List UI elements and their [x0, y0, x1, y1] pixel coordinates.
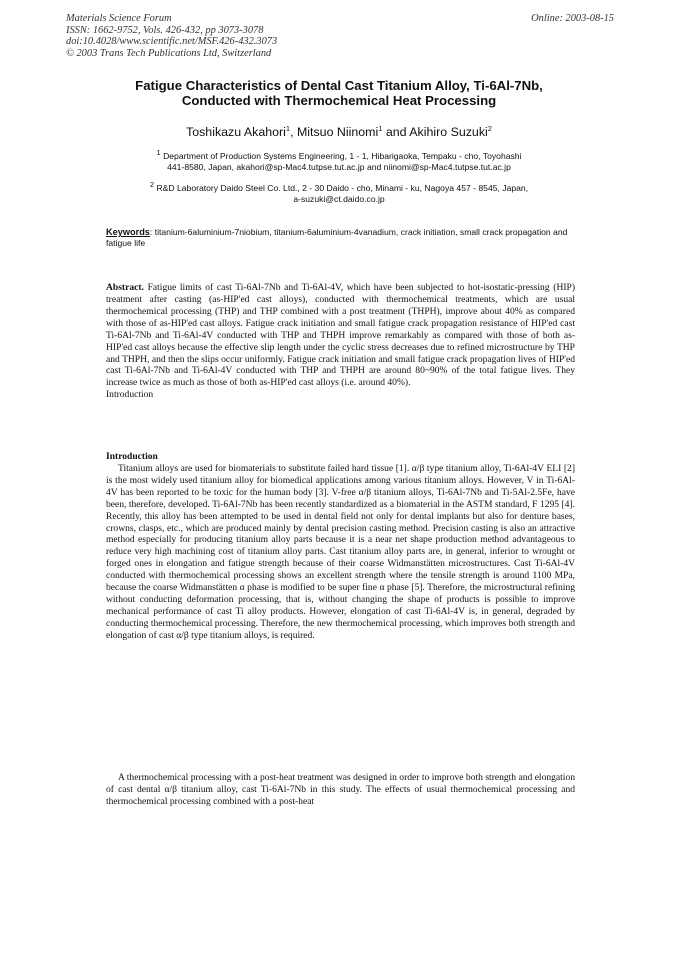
author-name: Mitsuo Niinomi — [296, 125, 379, 139]
body-paragraph: Titanium alloys are used for biomaterials to substitute failed hard tissue [1]. α/β type titanium alloy, Ti-6Al-4V ELI [2] is the most widely used titanium alloy for biomedical applications among various titanium alloys. However, V in Ti-6Al-4V has been reported to be toxic for the human body [3]. V-free α/β titanium alloys, Ti-6Al-7Nb and Ti-5Al-2.5Fe, have been, therefore, developed. Ti-6Al-7Nb has been recently standardized as a biomaterial in the ASTM standard, F 1295 [4]. Recently, this alloy has been attempted to be used in dental field not only for dental implants but also for denture bases, crowns, clasps, etc., which are produced mainly by dental precision casting method. Precision casting is also an attractive method especially for producing titanium alloy parts because it is a near net shape production method advantageous to reduce very high machining cost of titanium alloy parts. Cast titanium alloy parts are, in general, inferior to wrought or forged ones in elongation and fatigue strength because of their coarse Widmanstätten microstructures. Cast Ti-6Al-4V conducted with thermochemical processing shows an excellent strength where the tensile strength is around 1100 MPa, because the coarse Widmanstätten α phase is modified to be super fine α phase [5]. Therefore, the microstructural refining without conducting deformation processing, that is, without changing the shape of products is possible to improve mechanical performance of cast Ti alloy products. However, elongation of cast Ti-6Al-4V is, in general, degraded by conducting thermochemical processing. Therefore, the new thermochemical processing, which improves both strength and elongation of cast α/β type titanium alloys, is required. — [106, 462, 575, 641]
affiliation-line: a-suzuki@ct.daido.co.jp — [293, 194, 385, 205]
journal-name: Materials Science Forum — [66, 13, 172, 24]
author-separator: and — [382, 125, 410, 139]
keywords-label: Keywords — [106, 227, 150, 237]
author-separator: , — [290, 125, 297, 139]
author-name: Akihiro Suzuki — [409, 125, 488, 139]
section-heading: Introduction — [106, 451, 158, 462]
author-list — [90, 125, 588, 139]
doi-line: doi:10.4028/www.scientific.net/MSF.426-432.3073 — [66, 36, 278, 48]
abstract-block — [106, 282, 575, 401]
abstract-text: Fatigue limits of cast Ti-6Al-7Nb and Ti-6Al-4V, which have been subjected to hot-isostatic-pressing (HIP) treatment after casting (as-HIP'ed cast alloys), conducted with thermochemical treatments, which are usual thermochemical processing (THP) and THP combined with a post treatment (THPH), improve about 40% as compared with those of as-HIP'ed cast alloys. Fatigue crack initiation and small fatigue crack propagation resistance of HIP'ed cast Ti-6Al-7Nb and Ti-6Al-4V conducted with THP and THPH improve remarkably as compared with those of both as-HIP'ed cast alloys because the effective slip length under the cyclic stress decreases due to refined microstructure by THP and THPH, and then the slips occur uniformly. Fatigue crack initiation and small fatigue crack propagation lives of HIP'ed cast Ti-6Al-7Nb and Ti-6Al-4V conducted with THP and THPH are around 80~90% of the total fatigue lives. They increase twice as much as those of both as-HIP'ed cast alloys (i.e. around 40%). — [106, 282, 576, 389]
introduction-section — [106, 451, 575, 642]
title-line-1: Fatigue Characteristics of Dental Cast Titanium Alloy, Ti-6Al-7Nb, — [135, 78, 543, 93]
author-name: Toshikazu Akahori — [186, 125, 286, 139]
journal-header — [66, 13, 277, 59]
introduction-continued — [106, 772, 575, 808]
author-affil-mark: 1 — [378, 123, 383, 133]
author-affil-mark: 1 — [285, 123, 291, 133]
affiliation-line: 441-8580, Japan, akahori@sp-Mac4.tutpse.tut.ac.jp and niinomi@sp-Mac4.tutpse.tut.ac.jp — [167, 162, 511, 173]
affiliation-line: R&D Laboratory Daido Steel Co. Ltd., 2 - 30 Daido - cho, Minami - ku, Nagoya 457 - 8545, Japan, — [156, 183, 529, 193]
affiliation-1 — [106, 148, 572, 173]
copyright-line: © 2003 Trans Tech Publications Ltd, Switzerland — [66, 47, 272, 59]
paper-title — [90, 79, 588, 108]
keywords-text: titanium-6aluminium-7niobium, titanium-6aluminium-4vanadium, crack initiation, small crack propagation and fatigue life — [106, 227, 568, 249]
abstract-trailing-heading: Introduction — [106, 389, 154, 401]
title-line-2: Conducted with Thermochemical Heat Processing — [181, 92, 497, 108]
issn-line: ISSN: 1662-9752, Vols. 426-432, pp 3073-3078 — [66, 24, 264, 36]
affiliation-mark: 2 — [149, 180, 155, 190]
abstract-label: Abstract. — [106, 282, 144, 293]
keywords-block: Keywords: titanium-6aluminium-7niobium, titanium-6aluminium-4vanadium, crack initiation, small crack propagation and fatigue life — [106, 227, 568, 249]
affiliation-2 — [106, 180, 572, 205]
author-affil-mark: 2 — [487, 123, 492, 133]
body-paragraph: A thermochemical processing with a post-heat treatment was designed in order to improve both strength and elongation of cast dental α/β titanium alloy, cast Ti-6Al-7Nb in this study. The effects of usual thermochemical processing and thermochemical processing combined with a post-heat — [106, 772, 575, 807]
affiliation-line: Department of Production Systems Engineering, 1 - 1, Hibarigaoka, Tempaku - cho, Toyohashi — [163, 151, 522, 161]
affiliation-mark: 1 — [156, 148, 161, 158]
online-date: Online: 2003-08-15 — [531, 13, 614, 24]
